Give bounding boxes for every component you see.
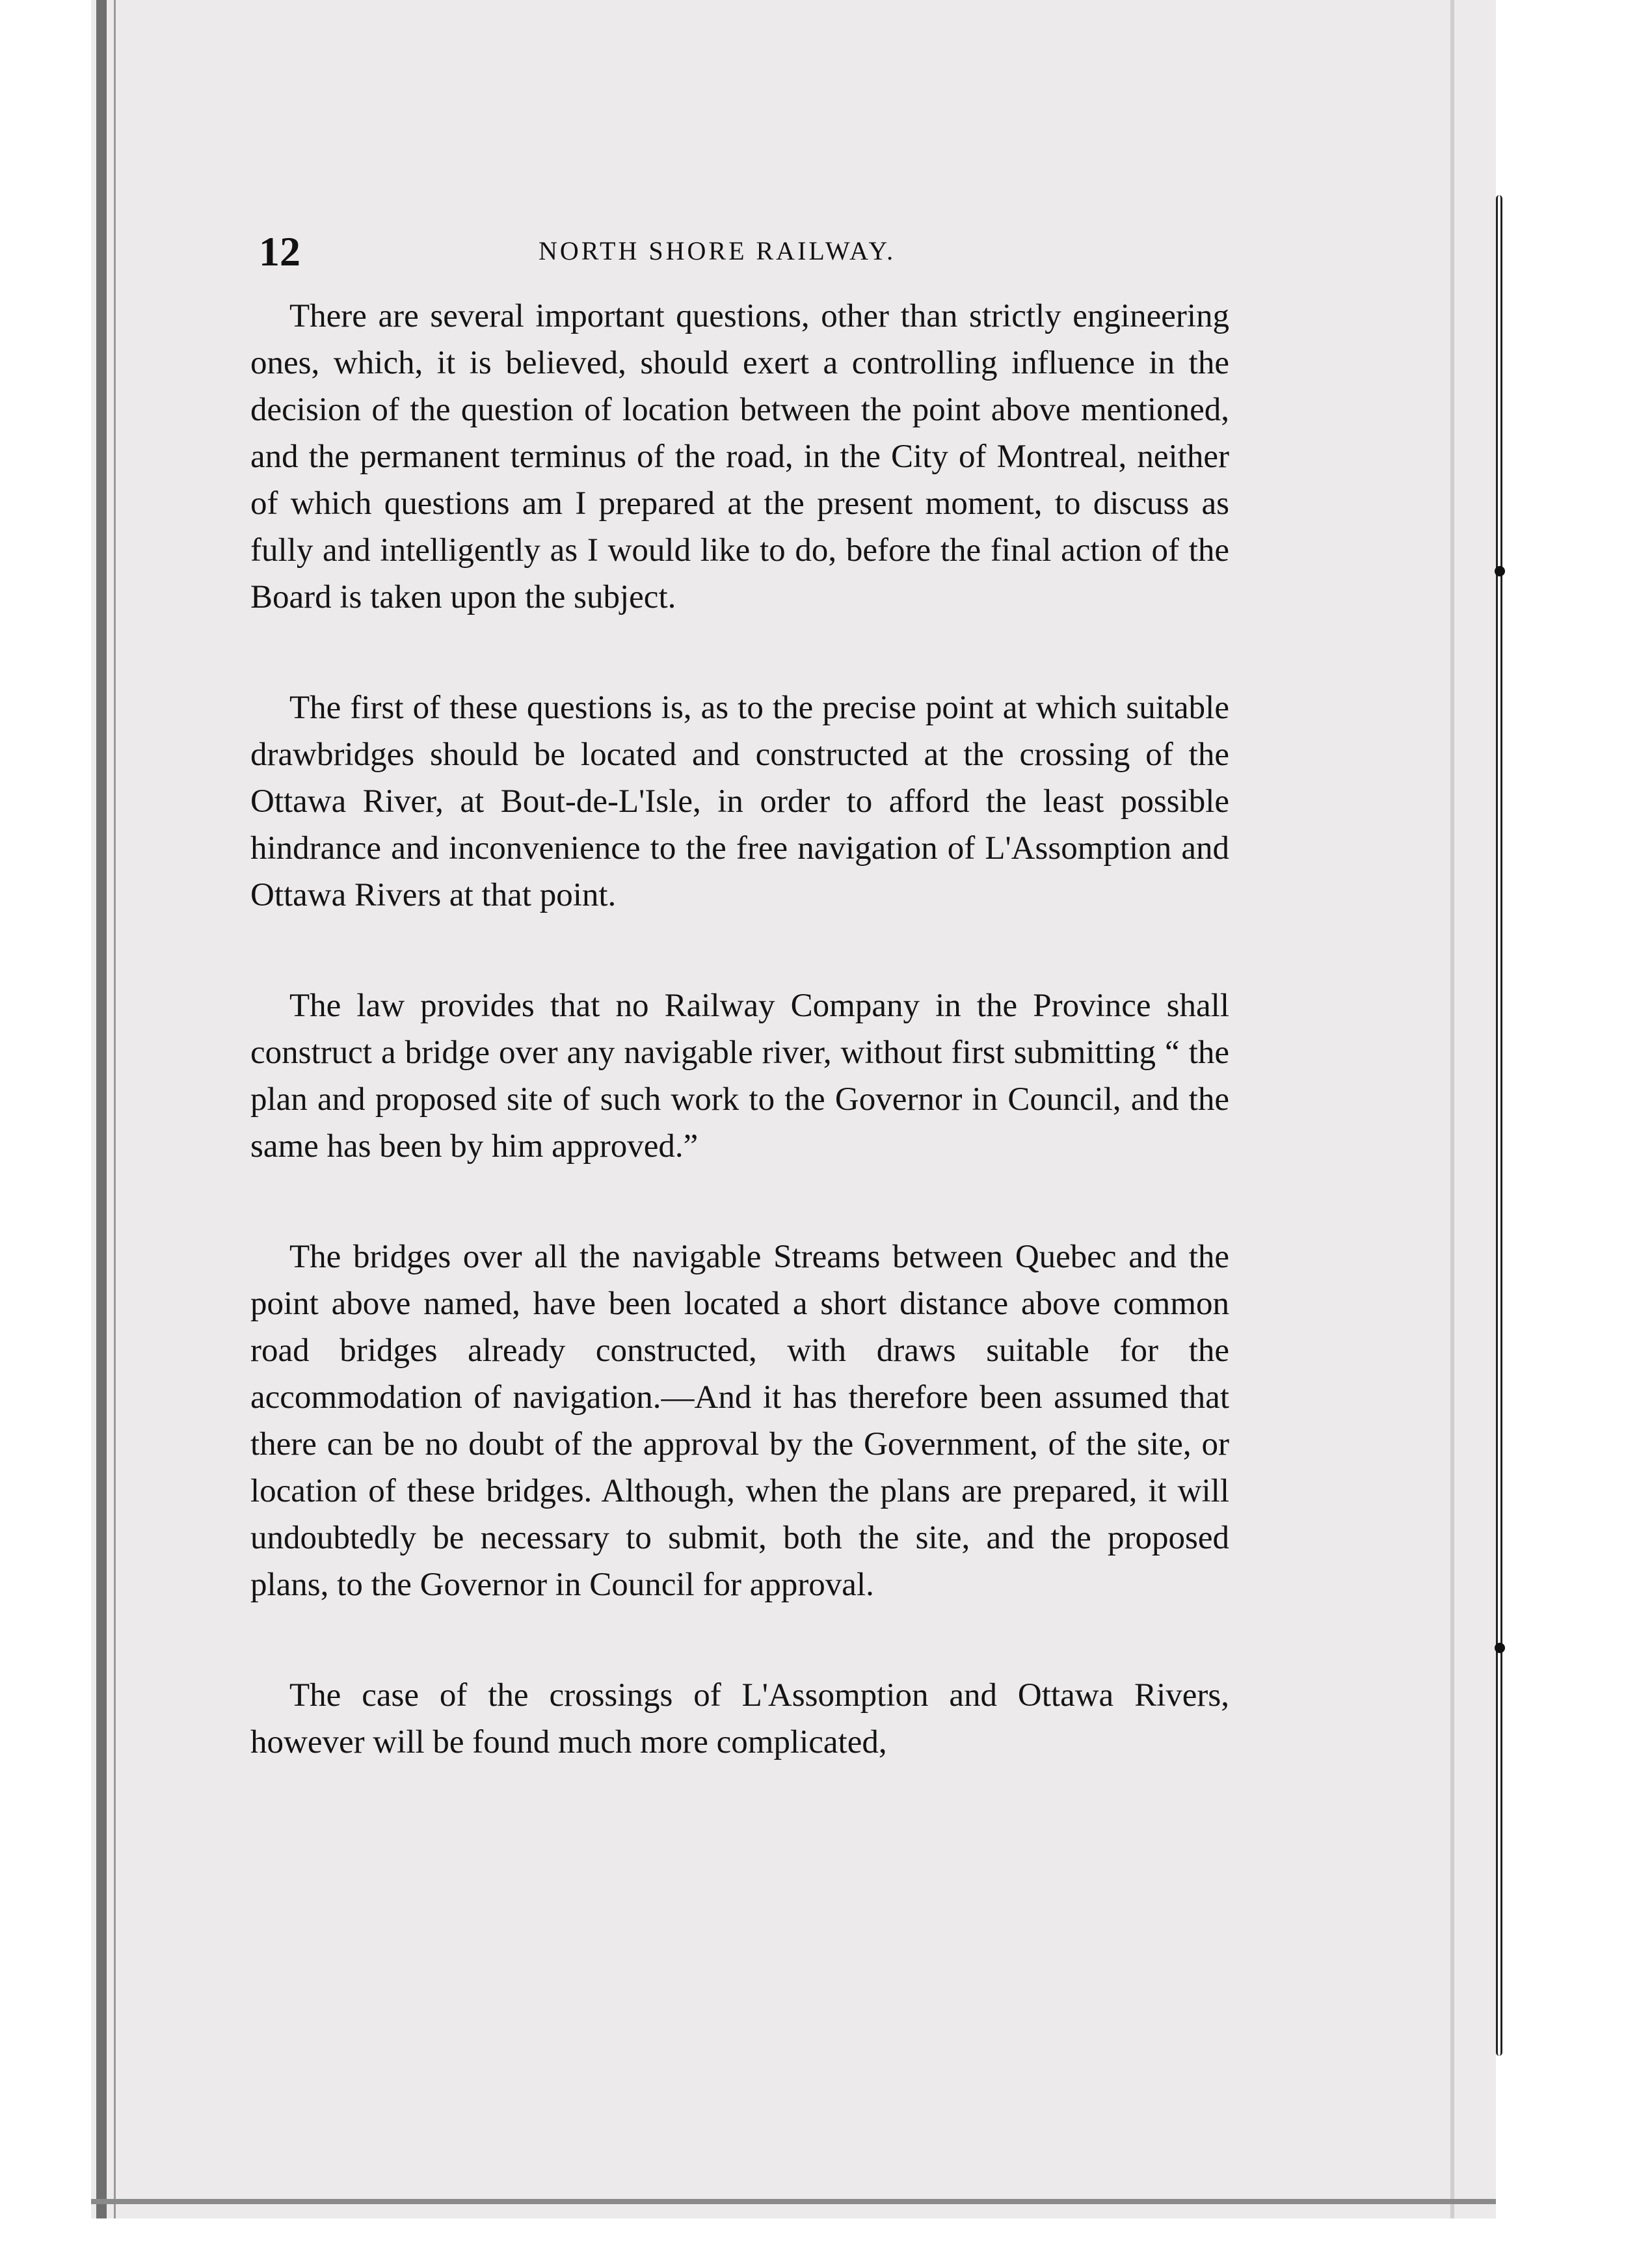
body-text <box>250 293 1229 1766</box>
page-right-edge <box>1450 0 1454 2218</box>
paragraph: The bridges over all the navigable Streams between Quebec and the point above named, have been located a short distance above common road bridges already constructed, with draws suitable for the accommodation of navigation.—And it has therefore been assumed that there can be no doubt of the approval by the Government, of the site, or location of these bridges. Although, when the plans are prepared, it will undoubtedly be necessary to submit, both the site, and the proposed plans, to the Governor in Council for approval. <box>250 1239 1229 1603</box>
page-number: 12 <box>259 228 300 275</box>
page-bottom-edge <box>91 2199 1496 2204</box>
running-head: NORTH SHORE RAILWAY. <box>539 236 896 265</box>
paragraph: The first of these questions is, as to the precise point at which suitable drawbridges should be located and constructed at the crossing of the Ottawa River, at Bout-de-L'Isle, in order to afford the least possible hindrance and inconvenience to the free navigation of L'Assomption and Ottawa Rivers at that point. <box>250 690 1229 913</box>
binding-knot <box>1495 566 1505 576</box>
binding-thread <box>1496 195 1502 2056</box>
page-gutter-edge <box>96 0 107 2218</box>
paragraph: The case of the crossings of L'Assomption and Ottawa Rivers, however will be found much more complicated, <box>250 1677 1229 1760</box>
page-header <box>259 228 1234 273</box>
page-gutter-line <box>114 0 116 2218</box>
paragraph: There are several important questions, other than strictly engineering ones, which, it is believed, should exert a controlling influence in the decision of the question of location between the point above mentioned, and the permanent terminus of the road, in the City of Montreal, neither of which questions am I prepared at the present moment, to discuss as fully and intelligently as I would like to do, before the final action of the Board is taken upon the subject. <box>250 298 1229 615</box>
binding-knot <box>1495 1643 1505 1653</box>
paragraph: The law provides that no Railway Company in the Province shall construct a bridge over any navigable river, without first submitting “ the plan and proposed site of such work to the Governor in Council, and the same has been by him approved.” <box>250 988 1229 1165</box>
